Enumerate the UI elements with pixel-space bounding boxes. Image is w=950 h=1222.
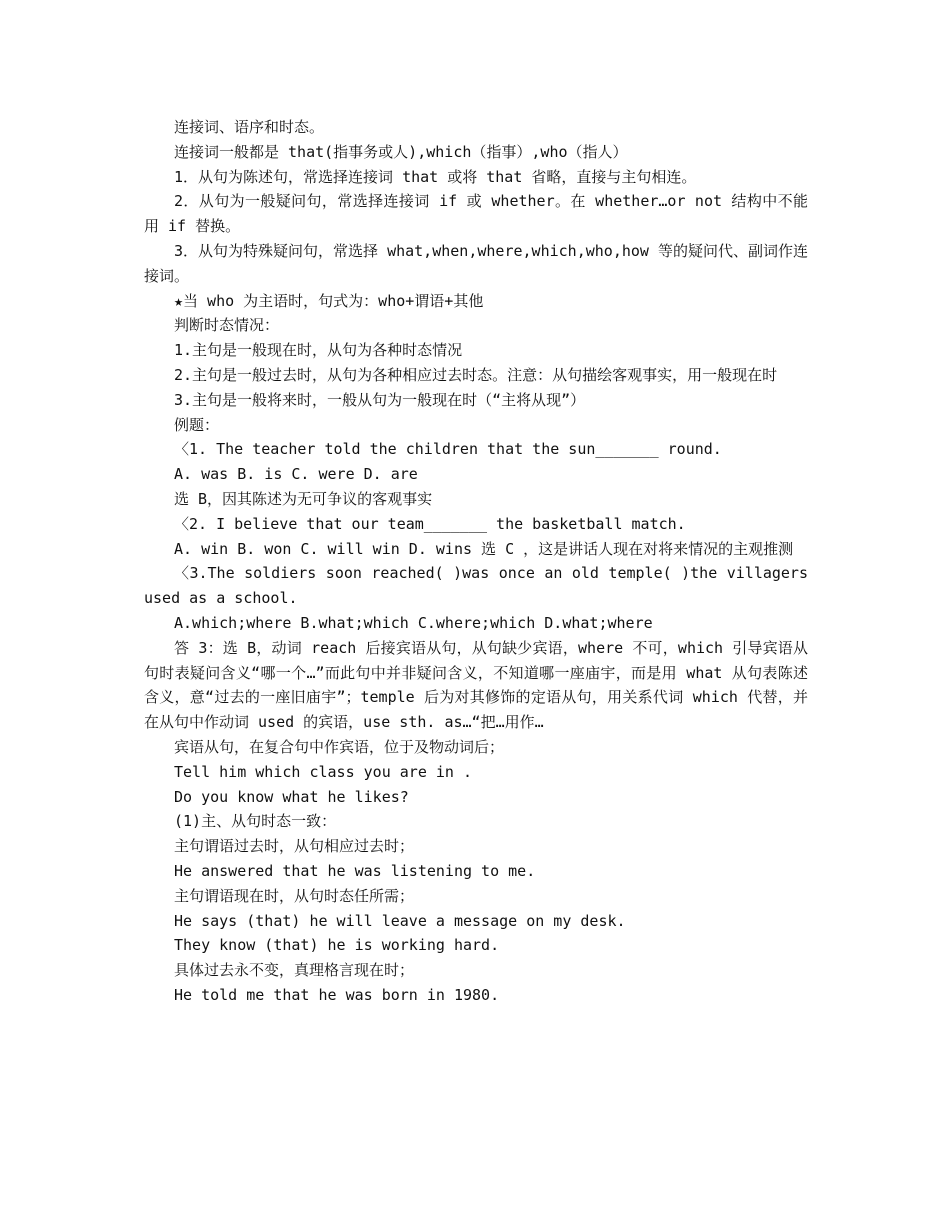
example-sentence: Tell him which class you are in . [174,762,473,781]
paragraph: 连接词、语序和时态。 [174,118,325,136]
document-body [144,115,818,1008]
paragraph: 主句谓语过去时，从句相应过去时； [174,837,415,856]
paragraph: 1．从句为陈述句，常选择连接词 that 或将 that 省略，直接与主句相连。 [174,167,697,186]
paragraph: 3．从句为特殊疑问句，常选择 what,when,where,which,who,how 等的疑问代、副词作连接词。 [144,241,808,285]
paragraph: 1.主句是一般现在时，从句为各种时态情况 [174,341,463,360]
example-sentence: He says (that) he will leave a message on my desk. [174,911,626,930]
example-sentence: They know (that) he is working hard. [174,936,500,955]
example-question: 〈1. The teacher told the children that the sun_______ round. [174,440,722,459]
paragraph: 连接词一般都是 that(指事务或人),which（指事）,who（指人） [174,142,628,161]
paragraph: 例题： [174,415,220,434]
paragraph: 判断时态情况： [174,316,280,335]
example-options: A. win B. won C. will win D. wins 选 C ，这是讲话人现在对将来情况的主观推测 [174,539,794,558]
paragraph: 宾语从句，在复合句中作宾语，位于及物动词后； [174,737,505,756]
example-sentence: He told me that he was born in 1980. [174,985,500,1004]
paragraph: ★当 who 为主语时，句式为：who+谓语+其他 [174,291,484,310]
example-answer: 答 3：选 B，动词 reach 后接宾语从句，从句缺少宾语，where 不可，which 引导宾语从句时表疑问含义“哪一个…”而此句中并非疑问含义，不知道哪一座庙宇，而是用 what 从句表陈述含义，意“过去的一座旧庙宇”；temple 后为对其修饰的定语从句，用关系代词 which 代替，并在从句中作动词 used 的宾语，use sth. as…“把…用作… [144,638,808,732]
example-answer: 选 B，因其陈述为无可争议的客观事实 [174,489,433,508]
example-sentence: Do you know what he likes? [174,787,409,806]
example-options: A. was B. is C. were D. are [174,465,418,484]
example-question: 〈2. I believe that our team_______ the basketball match. [174,514,686,533]
paragraph: 3.主句是一般将来时，一般从句为一般现在时（“主将从现”） [174,390,586,409]
example-question: 〈3.The soldiers soon reached( )was once an old temple( )the villagers used as a school. [144,564,818,608]
paragraph: 具体过去永不变，真理格言现在时； [174,961,415,980]
example-options: A.which;where B.what;which C.where;which D.what;where [174,613,653,632]
paragraph: 2.主句是一般过去时，从句为各种相应过去时态。注意：从句描绘客观事实，用一般现在时 [174,365,778,384]
paragraph: 2．从句为一般疑问句，常选择连接词 if 或 whether。在 whether…or not 结构中不能用 if 替换。 [144,192,808,236]
example-sentence: He answered that he was listening to me. [174,861,536,880]
paragraph: 主句谓语现在时，从句时态任所需； [174,886,415,905]
paragraph: (1)主、从句时态一致： [174,812,337,831]
